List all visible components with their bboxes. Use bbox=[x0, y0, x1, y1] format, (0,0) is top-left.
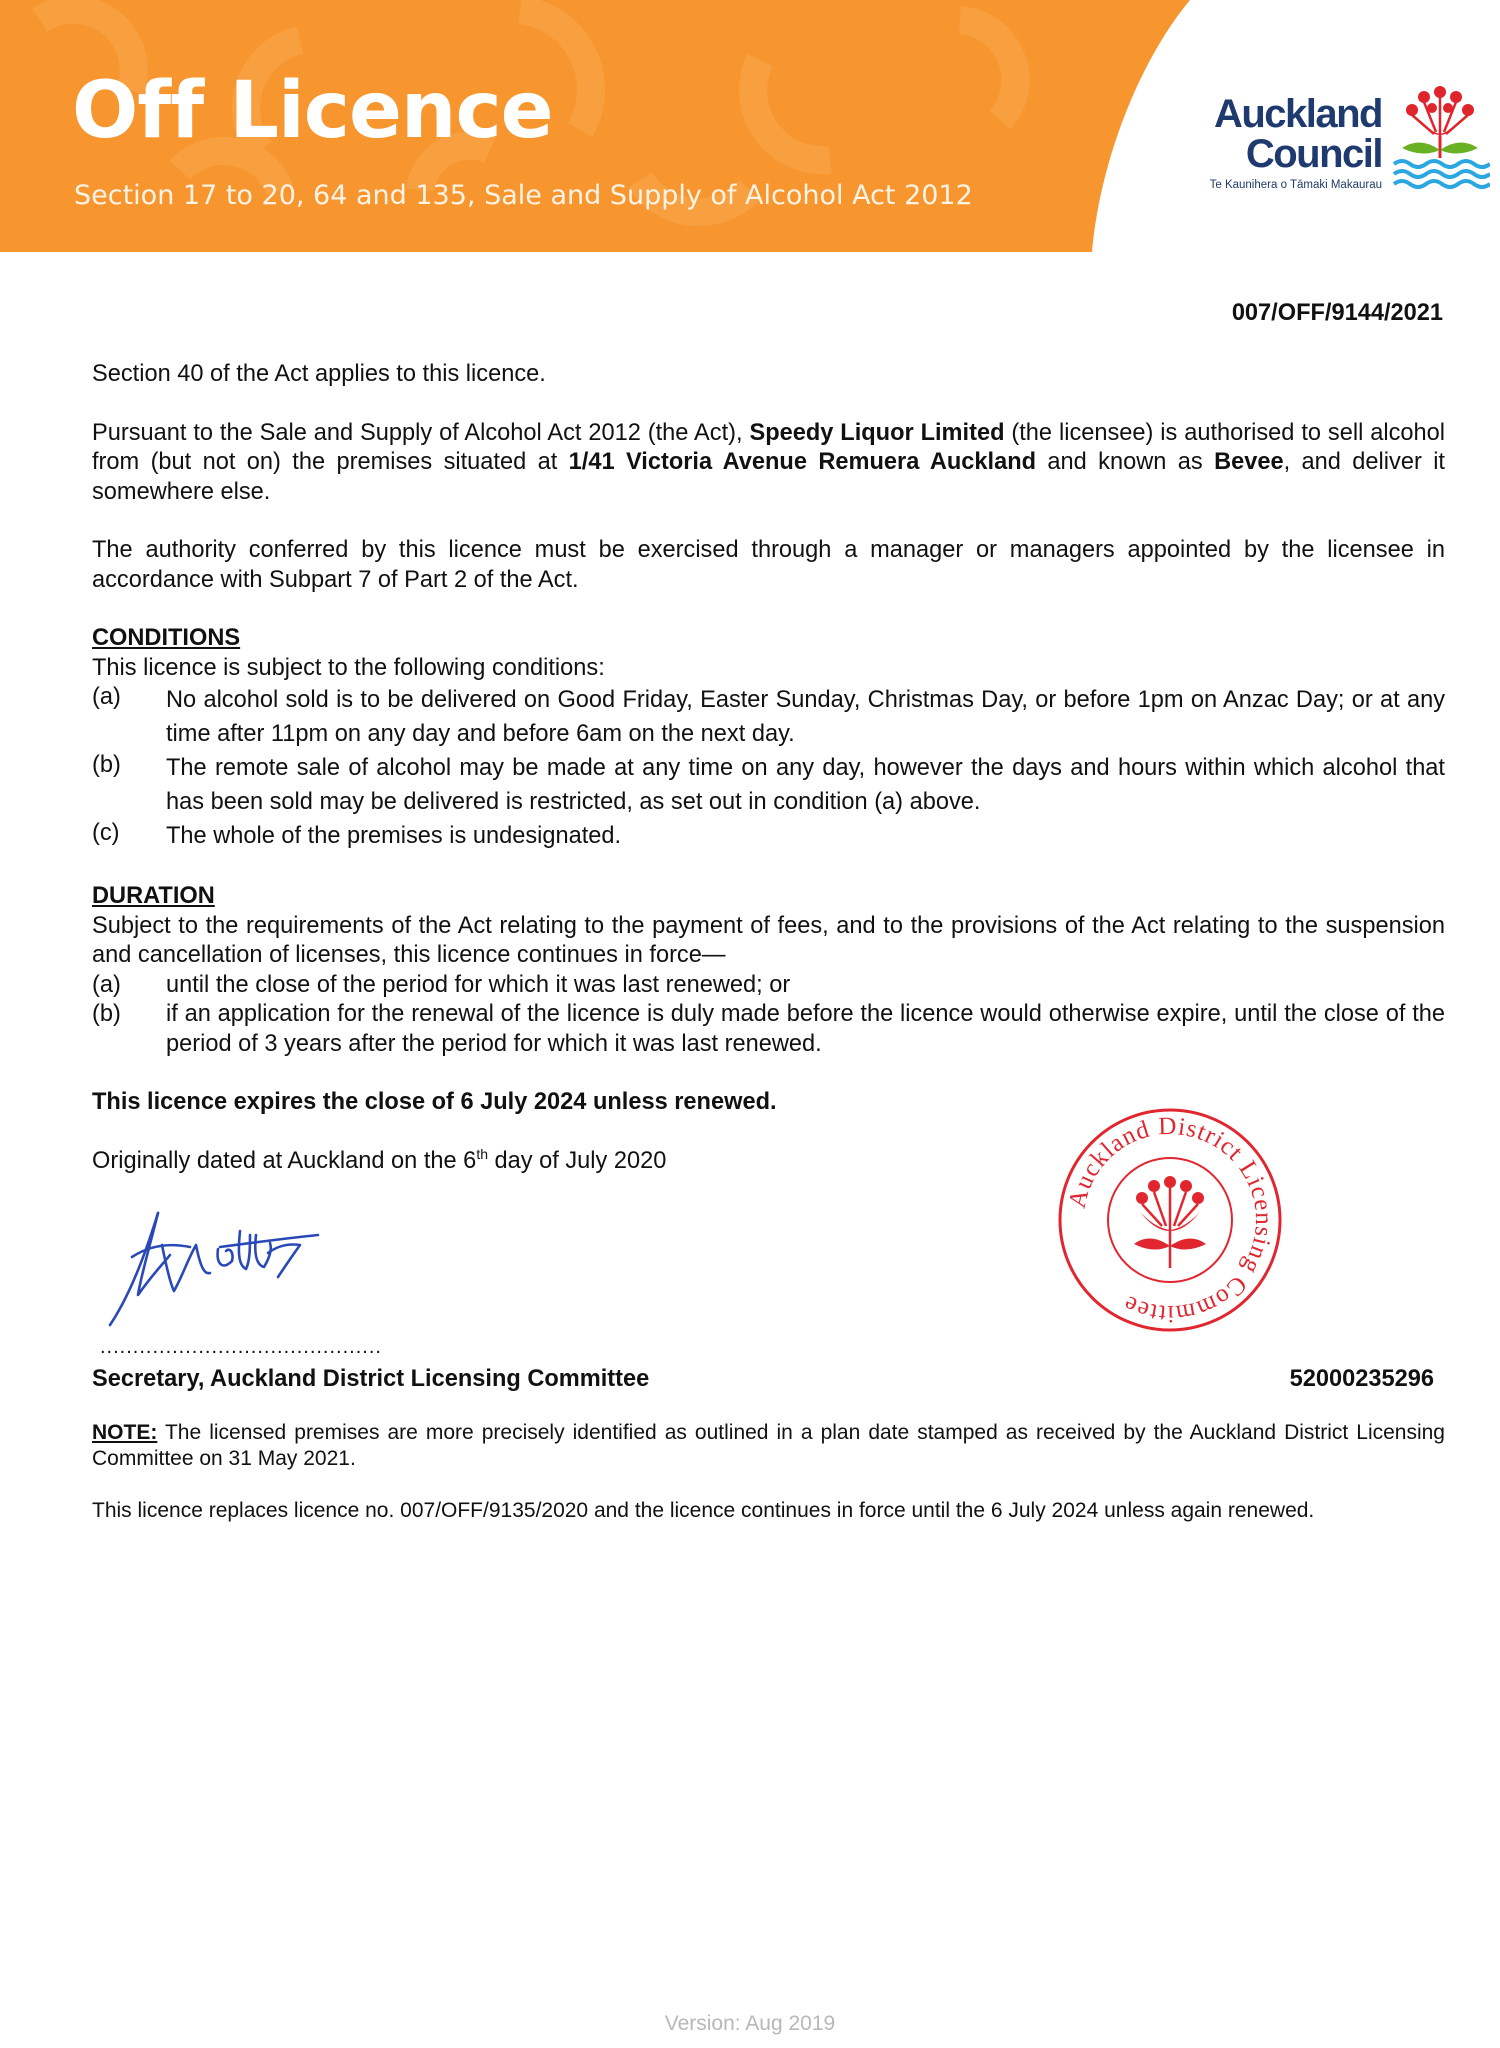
note-label: NOTE: bbox=[92, 1421, 158, 1444]
reference-number: 52000235296 bbox=[1289, 1366, 1434, 1392]
item-letter: (c) bbox=[92, 820, 120, 846]
dated-ordinal: th bbox=[476, 1145, 488, 1162]
signer-title: Secretary, Auckland District Licensing Committee bbox=[92, 1366, 650, 1392]
list-item bbox=[92, 751, 1445, 819]
document-subtitle: Section 17 to 20, 64 and 135, Sale and Supply of Alcohol Act 2012 bbox=[74, 180, 973, 211]
licence-body bbox=[92, 300, 1445, 1176]
duration-list bbox=[92, 971, 1445, 1060]
seal-text: Auckland District Licensing Committee bbox=[1063, 1112, 1278, 1328]
item-letter: (b) bbox=[92, 752, 121, 778]
authorisation-paragraph bbox=[92, 419, 1445, 508]
pohutukawa-icon bbox=[1390, 80, 1490, 190]
conditions-intro: This licence is subject to the following conditions: bbox=[92, 654, 605, 681]
committee-seal bbox=[1050, 1100, 1290, 1340]
item-letter: (a) bbox=[92, 971, 121, 998]
signature-image bbox=[100, 1195, 340, 1335]
header-banner bbox=[0, 0, 1500, 252]
duration-intro: Subject to the requirements of the Act relating to the payment of fees, and to the provisions of the Act relating to the suspension and cancellation of licenses, this licence continues in force— bbox=[92, 912, 1445, 968]
list-item bbox=[92, 819, 1445, 853]
logo-line-2: Council bbox=[1245, 132, 1382, 176]
licensee-name: Speedy Liquor Limited bbox=[749, 419, 1005, 446]
authority-paragraph: The authority conferred by this licence must be exercised through a manager or managers appointed by the licensee in accordance with Subpart 7 of Part 2 of the Act. bbox=[92, 537, 1445, 593]
list-item bbox=[92, 683, 1445, 751]
item-text: The remote sale of alcohol may be made at any time on any day, however the days and hours within which alcohol that has been sold may be delivered is restricted, as set out in condition (a) above. bbox=[166, 755, 1445, 815]
logo-tagline: Te Kaunihera o Tāmaki Makaurau bbox=[1209, 179, 1382, 191]
list-item bbox=[92, 1000, 1445, 1059]
list-item bbox=[92, 971, 1445, 1001]
premises-name: Bevee bbox=[1214, 449, 1284, 475]
expiry-statement: This licence expires the close of 6 July 2024 unless renewed. bbox=[92, 1089, 777, 1115]
signature-line: ........................................... bbox=[100, 1336, 382, 1358]
logo-line-1: Auckland bbox=[1213, 92, 1382, 136]
authorisation-text-4: , and deliver it somewhere else. bbox=[92, 449, 1445, 505]
authorisation-text-3: and known as bbox=[1036, 449, 1215, 475]
conditions-heading: CONDITIONS bbox=[92, 625, 241, 651]
item-text: if an application for the renewal of the licence is duly made before the licence would otherwise expire, until the close of the period of 3 years after the period for which it was last renewed. bbox=[166, 1001, 1445, 1057]
authorisation-text-2: (the licensee) is authorised to sell alcohol from (but not on) the premises situated at bbox=[92, 419, 1445, 475]
section-40-note: Section 40 of the Act applies to this licence. bbox=[92, 361, 546, 387]
replacement-paragraph: This licence replaces licence no. 007/OFF/9135/2020 and the licence continues in force until the 6 July 2024 unless again renewed. bbox=[92, 1499, 1315, 1522]
item-text: until the close of the period for which it was last renewed; or bbox=[166, 971, 791, 998]
authorisation-text-1: Pursuant to the Sale and Supply of Alcohol Act 2012 (the Act), bbox=[92, 419, 750, 446]
auckland-council-logo bbox=[1160, 78, 1490, 198]
dated-prefix: Originally dated at Auckland on the 6 bbox=[92, 1147, 477, 1174]
document-title: Off Licence bbox=[72, 66, 553, 156]
item-text: No alcohol sold is to be delivered on Good Friday, Easter Sunday, Christmas Day, or before 1pm on Anzac Day; or at any time after 11pm on any day and before 6am on the next day. bbox=[166, 687, 1445, 747]
item-text: The whole of the premises is undesignated. bbox=[166, 823, 622, 849]
dated-rest: day of July 2020 bbox=[488, 1147, 667, 1174]
note-paragraph bbox=[92, 1420, 1445, 1472]
item-letter: (b) bbox=[92, 1001, 121, 1027]
notes bbox=[92, 1420, 1445, 1524]
version-footer: Version: Aug 2019 bbox=[664, 2012, 836, 2035]
note-text: The licensed premises are more precisely identified as outlined in a plan date stamped as received by the Auckland District Licensing Committee on 31 May 2021. bbox=[92, 1421, 1445, 1470]
licence-number: 007/OFF/9144/2021 bbox=[1231, 300, 1443, 326]
item-letter: (a) bbox=[92, 684, 121, 710]
premises-address: 1/41 Victoria Avenue Remuera Auckland bbox=[568, 449, 1037, 475]
conditions-list bbox=[92, 683, 1445, 853]
duration-heading: DURATION bbox=[92, 883, 215, 909]
